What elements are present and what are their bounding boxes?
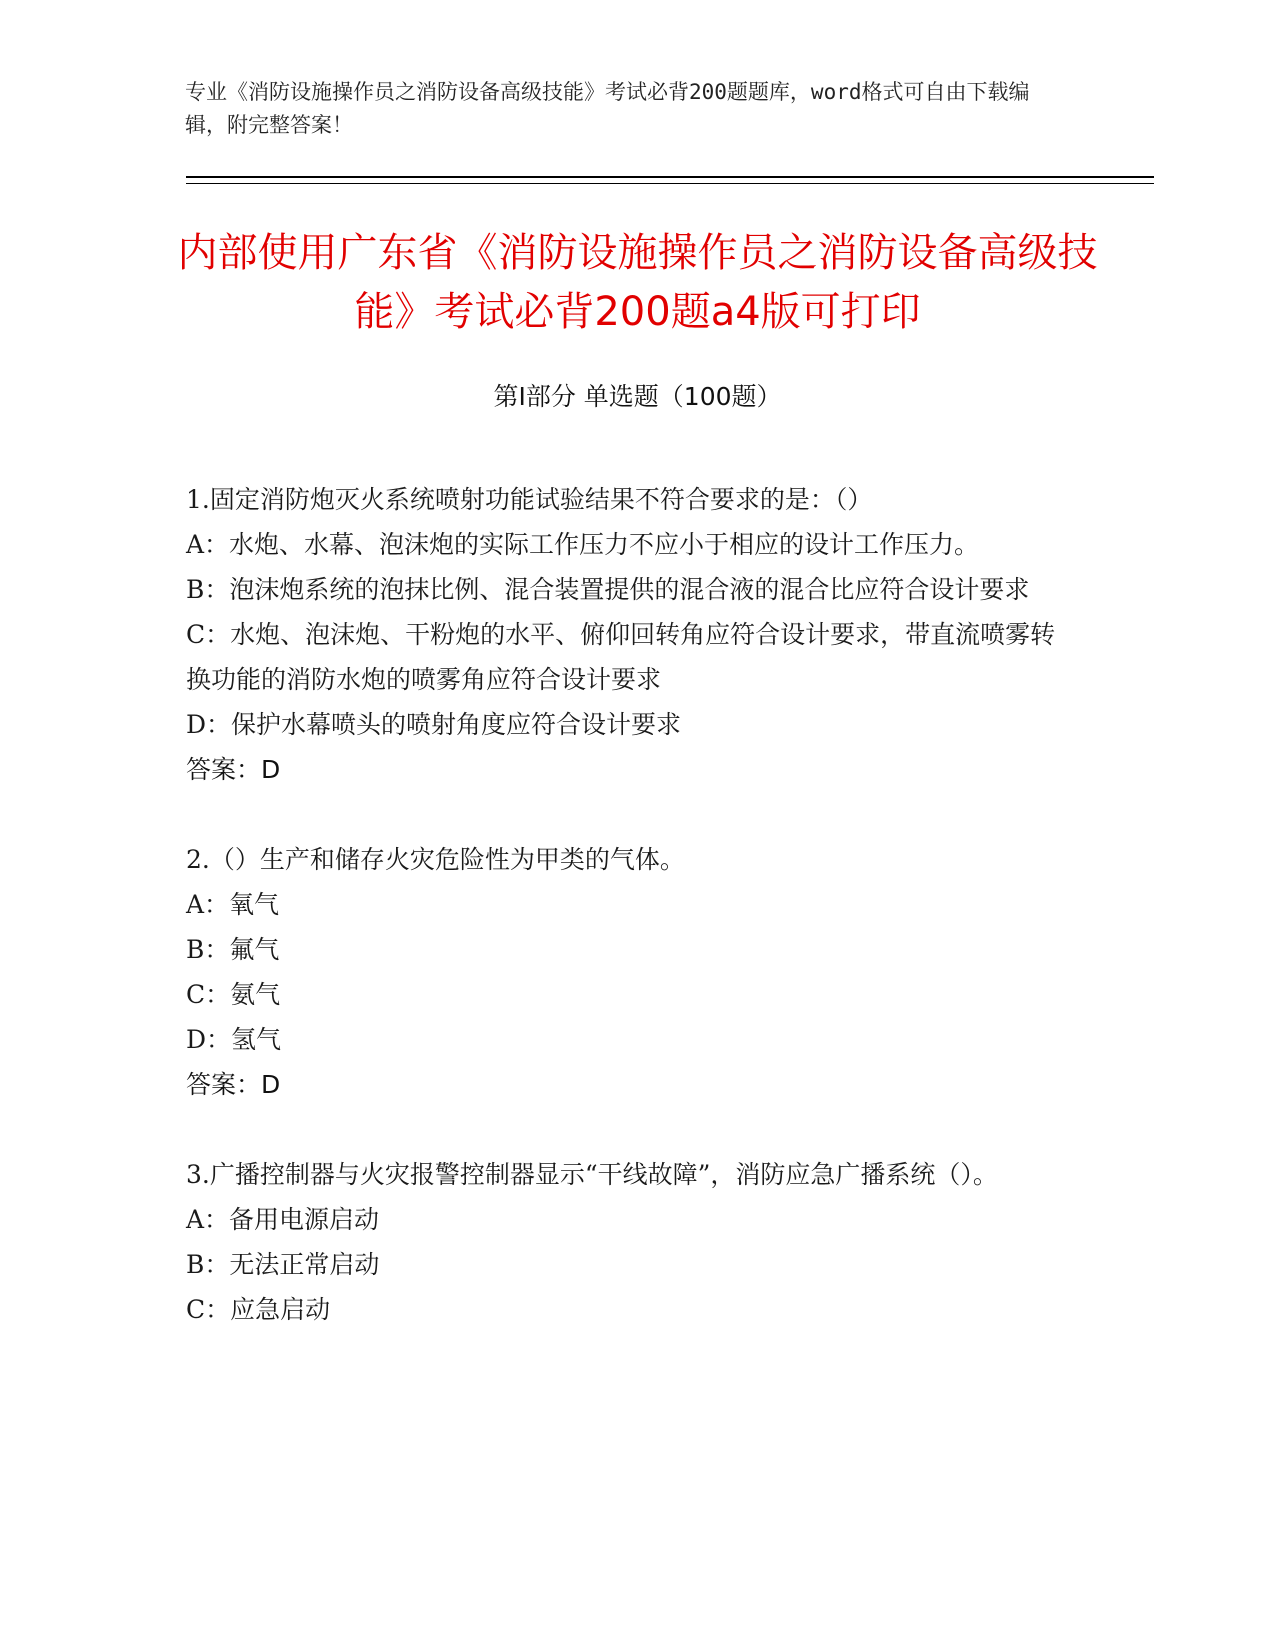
- option-b: B：氟气: [186, 935, 280, 964]
- option-c: C：氨气: [186, 980, 281, 1009]
- option-a: A：水炮、水幕、泡沫炮的实际工作压力不应小于相应的设计工作压力。: [186, 530, 980, 559]
- option-c: C：应急启动: [186, 1295, 331, 1324]
- header-divider-thin: [186, 183, 1154, 184]
- section-heading: 第I部分 单选题（100题）: [493, 382, 782, 411]
- document-title: 内部使用广东省《消防设施操作员之消防设备高级技能》考试必背200题a4版可打印: [177, 230, 1098, 335]
- question-stem: 3.广播控制器与火灾报警控制器显示“干线故障”，消防应急广播系统（）。: [186, 1160, 998, 1189]
- option-b: B：无法正常启动: [186, 1250, 380, 1279]
- question-2: [186, 837, 1066, 1107]
- question-stem: 2.（）生产和储存火灾危险性为甲类的气体。: [186, 845, 685, 874]
- option-d: D：氢气: [186, 1025, 282, 1054]
- option-d: D：保护水幕喷头的喷射角度应符合设计要求: [186, 710, 682, 739]
- question-3: [186, 1152, 1066, 1332]
- question-list: [186, 477, 1066, 1332]
- option-c: C：水炮、泡沫炮、干粉炮的水平、俯仰回转角应符合设计要求，带直流喷雾转换功能的消防水炮的喷雾角应符合设计要求: [186, 620, 1056, 694]
- option-b: B：泡沫炮系统的泡抹比例、混合装置提供的混合液的混合比应符合设计要求: [186, 575, 1030, 604]
- header-note: 专业《消防设施操作员之消防设备高级技能》考试必背200题题库，word格式可自由下载编辑，附完整答案！: [185, 80, 1030, 137]
- question-stem: 1.固定消防炮灭火系统喷射功能试验结果不符合要求的是：（）: [186, 485, 873, 514]
- option-a: A：氧气: [186, 890, 280, 919]
- header-divider-thick: [186, 176, 1154, 178]
- question-spacer: [186, 1107, 1066, 1152]
- question-spacer: [186, 792, 1066, 837]
- answer: 答案：D: [186, 755, 281, 784]
- question-1: [186, 477, 1066, 792]
- answer: 答案：D: [186, 1070, 281, 1099]
- option-a: A：备用电源启动: [186, 1205, 380, 1234]
